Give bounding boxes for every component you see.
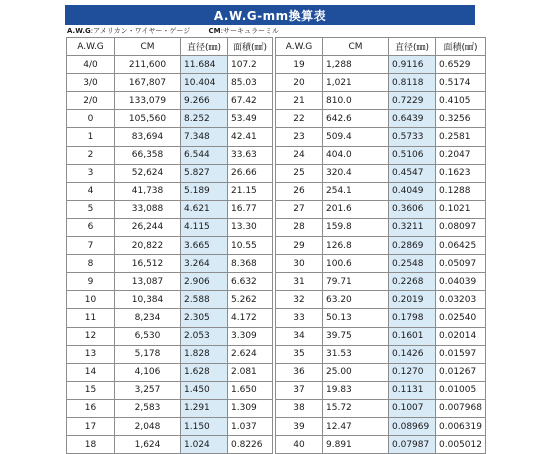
area-cell: 0.03203 [436,291,486,309]
cm-cell: 79.71 [323,273,389,291]
area-cell: 85.03 [228,74,273,92]
table-row [67,381,273,399]
awg-cell: 4 [67,182,115,200]
diameter-cell: 0.2548 [389,255,436,273]
conversion-table-left [66,37,273,454]
diameter-cell: 1.828 [181,345,228,363]
area-cell: 16.77 [228,200,273,218]
area-cell: 6.632 [228,273,273,291]
table-row [276,255,486,273]
table-row [67,363,273,381]
awg-cell: 24 [276,146,323,164]
awg-cell: 10 [67,291,115,309]
diameter-cell: 10.404 [181,74,228,92]
table-row [276,182,486,200]
awg-cell: 1 [67,128,115,146]
diameter-cell: 1.150 [181,417,228,435]
area-cell: 0.01267 [436,363,486,381]
cm-cell: 167,807 [115,74,181,92]
cm-cell: 1,021 [323,74,389,92]
area-cell: 26.66 [228,164,273,182]
awg-cell: 26 [276,182,323,200]
awg-cell: 19 [276,56,323,74]
diameter-cell: 1.450 [181,381,228,399]
table-row [276,200,486,218]
cm-note: CM:サーキュラーミル [208,27,279,35]
table-row [67,110,273,128]
diameter-cell: 1.291 [181,399,228,417]
area-cell: 33.63 [228,146,273,164]
cm-cell: 20,822 [115,237,181,255]
diameter-cell: 0.1270 [389,363,436,381]
table-row [276,110,486,128]
table-row [67,327,273,345]
diameter-cell: 5.827 [181,164,228,182]
table-row [67,200,273,218]
area-cell: 42.41 [228,128,273,146]
cm-cell: 83,694 [115,128,181,146]
table-row [276,273,486,291]
diameter-cell: 1.024 [181,436,228,454]
cm-cell: 2,048 [115,417,181,435]
awg-cell: 6 [67,218,115,236]
awg-cell: 2 [67,146,115,164]
area-cell: 1.650 [228,381,273,399]
area-cell: 13.30 [228,218,273,236]
awg-cell: 14 [67,363,115,381]
cm-cell: 254.1 [323,182,389,200]
diameter-cell: 6.544 [181,146,228,164]
awg-cell: 25 [276,164,323,182]
header-diameter: 直径(㎜) [181,38,228,56]
awg-cell: 37 [276,381,323,399]
cm-cell: 26,244 [115,218,181,236]
cm-cell: 642.6 [323,110,389,128]
awg-cell: 23 [276,128,323,146]
diameter-cell: 8.252 [181,110,228,128]
area-cell: 1.037 [228,417,273,435]
table-row [67,128,273,146]
cm-cell: 63.20 [323,291,389,309]
cm-cell: 320.4 [323,164,389,182]
diameter-cell: 0.1798 [389,309,436,327]
header-cm: CM [323,38,389,56]
area-cell: 0.8226 [228,436,273,454]
awg-cell: 22 [276,110,323,128]
diameter-cell: 0.9116 [389,56,436,74]
header-area: 面積(㎟) [436,38,486,56]
cm-cell: 1,624 [115,436,181,454]
cm-cell: 6,530 [115,327,181,345]
awg-cell: 35 [276,345,323,363]
area-cell: 8.368 [228,255,273,273]
area-cell: 0.2047 [436,146,486,164]
cm-cell: 133,079 [115,92,181,110]
cm-cell: 1,288 [323,56,389,74]
diameter-cell: 0.7229 [389,92,436,110]
cm-cell: 50.13 [323,309,389,327]
diameter-cell: 0.07987 [389,436,436,454]
cm-cell: 211,600 [115,56,181,74]
table-row [276,92,486,110]
cm-cell: 12.47 [323,417,389,435]
diameter-cell: 4.621 [181,200,228,218]
table-row [276,74,486,92]
table-row [67,164,273,182]
awg-cell: 27 [276,200,323,218]
cm-note-key: CM [208,27,221,35]
diameter-cell: 5.189 [181,182,228,200]
cm-cell: 159.8 [323,218,389,236]
table-row [67,237,273,255]
diameter-cell: 0.1131 [389,381,436,399]
cm-cell: 25.00 [323,363,389,381]
header-awg: A.W.G [276,38,323,56]
conversion-table-right [275,37,486,454]
awg-note-desc: アメリカン・ワイヤー・ゲージ [93,27,191,35]
table-row [67,92,273,110]
table-row [67,436,273,454]
diameter-cell: 2.305 [181,309,228,327]
diameter-cell: 0.08969 [389,417,436,435]
awg-cell: 29 [276,237,323,255]
diameter-cell: 1.628 [181,363,228,381]
cm-cell: 13,087 [115,273,181,291]
table-row [276,128,486,146]
area-cell: 5.262 [228,291,273,309]
area-cell: 0.02540 [436,309,486,327]
area-cell: 0.005012 [436,436,486,454]
page-title: A.W.G-mm換算表 [65,5,475,25]
awg-cell: 31 [276,273,323,291]
cm-cell: 8,234 [115,309,181,327]
area-cell: 0.5174 [436,74,486,92]
cm-cell: 33,088 [115,200,181,218]
cm-cell: 810.0 [323,92,389,110]
cm-cell: 52,624 [115,164,181,182]
awg-cell: 4/0 [67,56,115,74]
awg-cell: 3/0 [67,74,115,92]
table-row [276,327,486,345]
diameter-cell: 11.684 [181,56,228,74]
awg-cell: 34 [276,327,323,345]
diameter-cell: 0.1007 [389,399,436,417]
diameter-cell: 0.4049 [389,182,436,200]
legend-notes [67,26,477,36]
cm-cell: 404.0 [323,146,389,164]
cm-cell: 100.6 [323,255,389,273]
table-row [276,164,486,182]
diameter-cell: 3.264 [181,255,228,273]
area-cell: 0.007968 [436,399,486,417]
area-cell: 2.081 [228,363,273,381]
header-area: 面積(㎟) [228,38,273,56]
cm-cell: 41,738 [115,182,181,200]
header-cm: CM [115,38,181,56]
awg-cell: 39 [276,417,323,435]
diameter-cell: 0.5106 [389,146,436,164]
awg-cell: 17 [67,417,115,435]
awg-cell: 33 [276,309,323,327]
area-cell: 67.42 [228,92,273,110]
diameter-cell: 0.5733 [389,128,436,146]
awg-cell: 18 [67,436,115,454]
table-row [67,291,273,309]
diameter-cell: 0.3606 [389,200,436,218]
awg-cell: 20 [276,74,323,92]
area-cell: 0.4105 [436,92,486,110]
awg-cell: 30 [276,255,323,273]
cm-cell: 16,512 [115,255,181,273]
table-row [276,291,486,309]
awg-cell: 40 [276,436,323,454]
awg-cell: 2/0 [67,92,115,110]
cm-note-desc: サーキュラーミル [223,27,279,35]
table-row [276,56,486,74]
awg-cell: 5 [67,200,115,218]
awg-cell: 32 [276,291,323,309]
table-row [67,182,273,200]
table-row [276,146,486,164]
area-cell: 107.2 [228,56,273,74]
diameter-cell: 0.2869 [389,237,436,255]
table-header-row [67,38,273,56]
diameter-cell: 0.2019 [389,291,436,309]
diameter-cell: 7.348 [181,128,228,146]
table-row [67,399,273,417]
area-cell: 1.309 [228,399,273,417]
table-row [67,218,273,236]
diameter-cell: 2.053 [181,327,228,345]
cm-cell: 5,178 [115,345,181,363]
cm-cell: 9.891 [323,436,389,454]
table-row [67,146,273,164]
table-row [276,345,486,363]
awg-cell: 28 [276,218,323,236]
awg-cell: 9 [67,273,115,291]
cm-cell: 2,583 [115,399,181,417]
table-row [276,363,486,381]
area-cell: 0.08097 [436,218,486,236]
cm-cell: 201.6 [323,200,389,218]
table-row [276,309,486,327]
cm-cell: 39.75 [323,327,389,345]
table-row [67,74,273,92]
table-header-row [276,38,486,56]
cm-cell: 3,257 [115,381,181,399]
awg-cell: 8 [67,255,115,273]
awg-cell: 38 [276,399,323,417]
area-cell: 0.1623 [436,164,486,182]
area-cell: 0.01005 [436,381,486,399]
area-cell: 0.6529 [436,56,486,74]
awg-cell: 3 [67,164,115,182]
area-cell: 0.3256 [436,110,486,128]
table-row [67,273,273,291]
area-cell: 0.05097 [436,255,486,273]
diameter-cell: 9.266 [181,92,228,110]
awg-cell: 21 [276,92,323,110]
area-cell: 0.2581 [436,128,486,146]
cm-cell: 126.8 [323,237,389,255]
table-row [67,417,273,435]
awg-cell: 36 [276,363,323,381]
area-cell: 0.06425 [436,237,486,255]
diameter-cell: 0.1426 [389,345,436,363]
cm-cell: 66,358 [115,146,181,164]
table-row [276,399,486,417]
table-row [276,417,486,435]
awg-note: A.W.G:アメリカン・ワイヤー・ゲージ [67,27,191,35]
diameter-cell: 0.6439 [389,110,436,128]
diameter-cell: 2.588 [181,291,228,309]
area-cell: 2.624 [228,345,273,363]
diameter-cell: 0.2268 [389,273,436,291]
header-awg: A.W.G [67,38,115,56]
diameter-cell: 0.1601 [389,327,436,345]
table-row [276,381,486,399]
area-cell: 10.55 [228,237,273,255]
area-cell: 0.02014 [436,327,486,345]
awg-cell: 16 [67,399,115,417]
cm-cell: 105,560 [115,110,181,128]
area-cell: 0.04039 [436,273,486,291]
area-cell: 0.01597 [436,345,486,363]
awg-cell: 7 [67,237,115,255]
awg-cell: 15 [67,381,115,399]
cm-cell: 31.53 [323,345,389,363]
awg-note-key: A.W.G [67,27,91,35]
table-row [276,436,486,454]
table-row [276,218,486,236]
table-row [67,309,273,327]
table-row [67,345,273,363]
cm-cell: 4,106 [115,363,181,381]
diameter-cell: 0.3211 [389,218,436,236]
cm-cell: 15.72 [323,399,389,417]
area-cell: 53.49 [228,110,273,128]
diameter-cell: 3.665 [181,237,228,255]
area-cell: 21.15 [228,182,273,200]
awg-cell: 12 [67,327,115,345]
area-cell: 0.1288 [436,182,486,200]
diameter-cell: 2.906 [181,273,228,291]
area-cell: 0.1021 [436,200,486,218]
area-cell: 4.172 [228,309,273,327]
awg-cell: 13 [67,345,115,363]
diameter-cell: 0.4547 [389,164,436,182]
cm-cell: 10,384 [115,291,181,309]
table-row [67,56,273,74]
awg-cell: 0 [67,110,115,128]
area-cell: 0.006319 [436,417,486,435]
awg-cell: 11 [67,309,115,327]
cm-cell: 509.4 [323,128,389,146]
table-row [276,237,486,255]
diameter-cell: 4.115 [181,218,228,236]
table-row [67,255,273,273]
header-diameter: 直径(㎜) [389,38,436,56]
diameter-cell: 0.8118 [389,74,436,92]
cm-cell: 19.83 [323,381,389,399]
area-cell: 3.309 [228,327,273,345]
